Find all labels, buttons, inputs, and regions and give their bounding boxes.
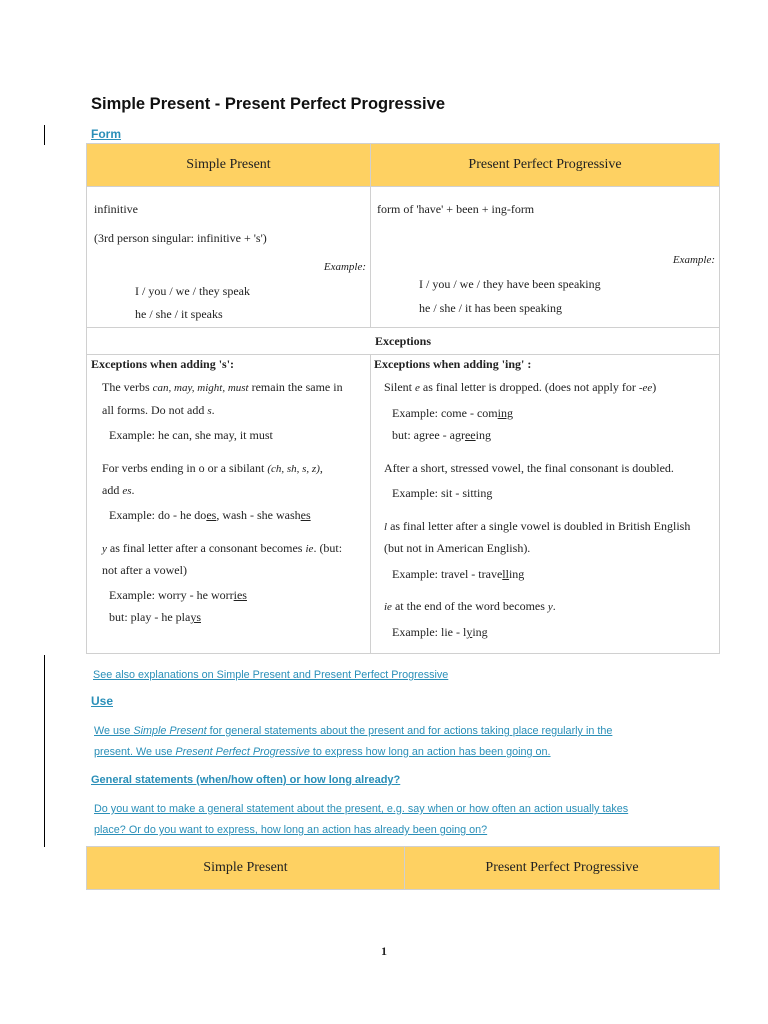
example-label: Example:	[323, 261, 366, 273]
text-cursor-mark	[44, 125, 45, 145]
exc-ing-p4-example: Example: lie - lying	[392, 625, 488, 639]
example-line-1: I / you / we / they have been speaking	[419, 277, 601, 291]
question-paragraph[interactable]: Do you want to make a general statement about the present, e.g. say when or how often an action usually takes place? Or do you want to express, how long an action has already been going on?	[94, 803, 629, 836]
form-heading-link[interactable]: Form	[91, 127, 121, 141]
exc-ing-p2-example: Example: sit - sitting	[392, 486, 493, 500]
exceptions-s-cell	[87, 355, 371, 654]
use-heading-link[interactable]: Use	[91, 694, 114, 708]
exc-s-p3-line1: y as final letter after a consonant becomes ie. (but:	[102, 541, 343, 555]
exc-ing-p3-line1: l as final letter after a single vowel is doubled in British English	[384, 519, 691, 533]
comparison-table	[86, 846, 720, 890]
form-have-been-ing: form of 'have' + been + ing-form	[377, 202, 535, 216]
example-line-2: he / she / it has been speaking	[419, 301, 562, 315]
exc-s-p1-example: Example: he can, she may, it must	[109, 428, 273, 442]
exc-ing-p4: ie at the end of the word becomes y.	[384, 599, 556, 613]
exceptions-ing-heading: Exceptions when adding 'ing' :	[374, 357, 532, 371]
exc-ing-p1: Silent e as final letter is dropped. (does not apply for -ee)	[384, 380, 657, 394]
exc-ing-p1-but: but: agree - agreeing	[392, 428, 491, 442]
exc-s-p2-line1: For verbs ending in o or a sibilant (ch, sh, s, z),	[102, 461, 323, 475]
form-table	[86, 143, 720, 654]
exc-s-p1-line2: all forms. Do not add s.	[102, 403, 215, 417]
general-statements-heading-link[interactable]: General statements (when/how often) or how long already?	[91, 774, 401, 786]
page-title: Simple Present - Present Perfect Progressive	[91, 95, 445, 113]
exc-ing-p2: After a short, stressed vowel, the final consonant is doubled.	[384, 461, 674, 475]
page-number: 1	[381, 944, 387, 958]
example-line-2: he / she / it speaks	[135, 307, 223, 321]
form-infinitive: infinitive	[94, 202, 138, 216]
exc-s-p2-example: Example: do - he does, wash - she washes	[109, 508, 311, 522]
col-header-present-perfect-progressive: Present Perfect Progressive	[371, 144, 720, 187]
example-line-1: I / you / we / they speak	[135, 284, 250, 298]
exc-s-p1-line1: The verbs can, may, might, must remain the same in	[102, 380, 343, 394]
exc-ing-p3-line2: (but not in American English).	[384, 541, 531, 555]
exceptions-ing-cell	[371, 355, 720, 654]
exc-s-p3-example: Example: worry - he worries	[109, 588, 247, 602]
form-third-person: (3rd person singular: infinitive + 's')	[94, 231, 267, 245]
exc-ing-p3-example: Example: travel - travelling	[392, 567, 525, 581]
ppp-form-cell	[371, 187, 720, 328]
exc-ing-p1-example: Example: come - coming	[392, 406, 513, 420]
exc-s-p3-but: but: play - he plays	[109, 610, 201, 624]
col-header-simple-present: Simple Present	[87, 144, 371, 187]
col-header-present-perfect-progressive: Present Perfect Progressive	[405, 847, 720, 890]
exceptions-label: Exceptions	[87, 328, 720, 355]
simple-present-form-cell	[87, 187, 371, 328]
use-paragraph[interactable]: We use Simple Present for general statements about the present and for actions taking place regularly in the present. We use Present Perfect Progressive to express how long an action has been going on.	[94, 725, 613, 758]
exc-s-p2-line2: add es.	[102, 483, 135, 497]
exc-s-p3-line2: not after a vowel)	[102, 563, 187, 577]
exceptions-s-heading: Exceptions when adding 's':	[91, 357, 235, 371]
margin-bar	[44, 655, 45, 847]
see-also-link[interactable]: See also explanations on Simple Present and Present Perfect Progressive	[93, 669, 449, 681]
col-header-simple-present: Simple Present	[87, 847, 405, 890]
example-label: Example:	[672, 254, 715, 266]
